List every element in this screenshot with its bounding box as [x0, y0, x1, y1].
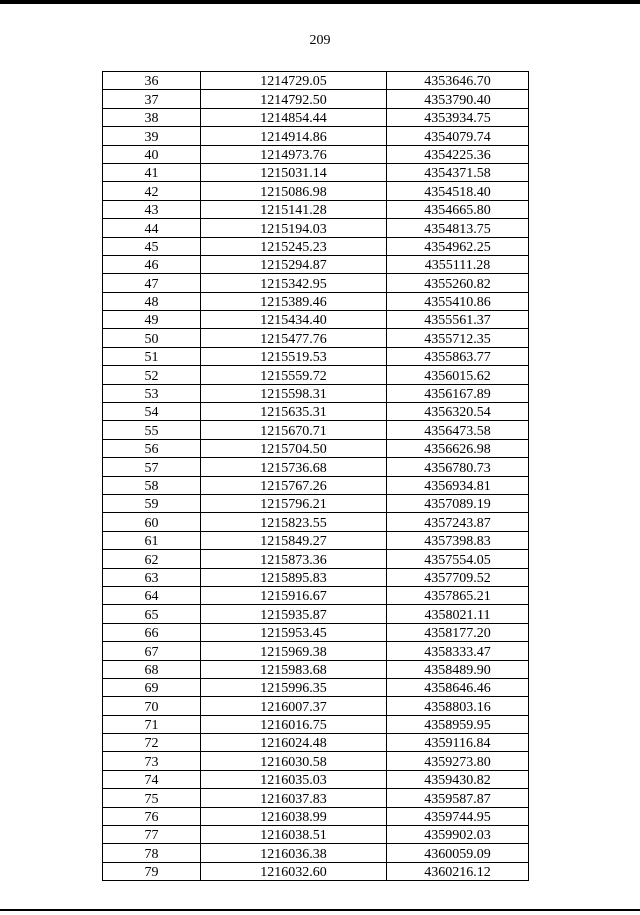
point-number-cell: 73	[103, 752, 201, 770]
y-coordinate-cell: 4358803.16	[387, 697, 529, 715]
table-row	[103, 531, 529, 549]
coordinates-table-body	[103, 72, 529, 881]
table-row	[103, 697, 529, 715]
x-coordinate-cell: 1214973.76	[201, 145, 387, 163]
y-coordinate-cell: 4358021.11	[387, 605, 529, 623]
y-coordinate-cell: 4354962.25	[387, 237, 529, 255]
x-coordinate-cell: 1215969.38	[201, 642, 387, 660]
x-coordinate-cell: 1216024.48	[201, 734, 387, 752]
point-number-cell: 56	[103, 439, 201, 457]
y-coordinate-cell: 4358333.47	[387, 642, 529, 660]
table-row	[103, 200, 529, 218]
x-coordinate-cell: 1214792.50	[201, 90, 387, 108]
point-number-cell: 50	[103, 329, 201, 347]
y-coordinate-cell: 4356320.54	[387, 403, 529, 421]
x-coordinate-cell: 1216032.60	[201, 862, 387, 880]
point-number-cell: 70	[103, 697, 201, 715]
x-coordinate-cell: 1215670.71	[201, 421, 387, 439]
y-coordinate-cell: 4357243.87	[387, 513, 529, 531]
table-row	[103, 770, 529, 788]
y-coordinate-cell: 4354371.58	[387, 163, 529, 181]
x-coordinate-cell: 1215796.21	[201, 494, 387, 512]
point-number-cell: 36	[103, 72, 201, 90]
y-coordinate-cell: 4359587.87	[387, 789, 529, 807]
point-number-cell: 38	[103, 108, 201, 126]
point-number-cell: 52	[103, 366, 201, 384]
table-row	[103, 550, 529, 568]
table-row	[103, 219, 529, 237]
point-number-cell: 66	[103, 623, 201, 641]
point-number-cell: 79	[103, 862, 201, 880]
y-coordinate-cell: 4355260.82	[387, 274, 529, 292]
table-row	[103, 329, 529, 347]
table-row	[103, 274, 529, 292]
point-number-cell: 43	[103, 200, 201, 218]
point-number-cell: 63	[103, 568, 201, 586]
table-row	[103, 403, 529, 421]
y-coordinate-cell: 4358646.46	[387, 678, 529, 696]
x-coordinate-cell: 1216035.03	[201, 770, 387, 788]
point-number-cell: 61	[103, 531, 201, 549]
x-coordinate-cell: 1215916.67	[201, 586, 387, 604]
y-coordinate-cell: 4354665.80	[387, 200, 529, 218]
point-number-cell: 53	[103, 384, 201, 402]
point-number-cell: 42	[103, 182, 201, 200]
table-row	[103, 163, 529, 181]
point-number-cell: 54	[103, 403, 201, 421]
y-coordinate-cell: 4357089.19	[387, 494, 529, 512]
y-coordinate-cell: 4358489.90	[387, 660, 529, 678]
x-coordinate-cell: 1215996.35	[201, 678, 387, 696]
x-coordinate-cell: 1216016.75	[201, 715, 387, 733]
table-row	[103, 494, 529, 512]
point-number-cell: 76	[103, 807, 201, 825]
x-coordinate-cell: 1215434.40	[201, 311, 387, 329]
table-row	[103, 844, 529, 862]
table-row	[103, 605, 529, 623]
x-coordinate-cell: 1215194.03	[201, 219, 387, 237]
table-row	[103, 311, 529, 329]
y-coordinate-cell: 4355863.77	[387, 347, 529, 365]
point-number-cell: 59	[103, 494, 201, 512]
coordinates-table	[102, 71, 529, 881]
y-coordinate-cell: 4353646.70	[387, 72, 529, 90]
point-number-cell: 40	[103, 145, 201, 163]
y-coordinate-cell: 4354518.40	[387, 182, 529, 200]
point-number-cell: 72	[103, 734, 201, 752]
y-coordinate-cell: 4360059.09	[387, 844, 529, 862]
point-number-cell: 60	[103, 513, 201, 531]
table-row	[103, 568, 529, 586]
table-row	[103, 108, 529, 126]
table-row	[103, 734, 529, 752]
y-coordinate-cell: 4356934.81	[387, 476, 529, 494]
x-coordinate-cell: 1216038.51	[201, 826, 387, 844]
x-coordinate-cell: 1216007.37	[201, 697, 387, 715]
table-row	[103, 90, 529, 108]
x-coordinate-cell: 1215294.87	[201, 255, 387, 273]
table-row	[103, 458, 529, 476]
table-row	[103, 807, 529, 825]
x-coordinate-cell: 1214729.05	[201, 72, 387, 90]
x-coordinate-cell: 1215598.31	[201, 384, 387, 402]
y-coordinate-cell: 4359902.03	[387, 826, 529, 844]
x-coordinate-cell: 1215935.87	[201, 605, 387, 623]
x-coordinate-cell: 1215823.55	[201, 513, 387, 531]
x-coordinate-cell: 1215736.68	[201, 458, 387, 476]
table-row	[103, 182, 529, 200]
page-bottom-edge	[0, 909, 640, 911]
x-coordinate-cell: 1215141.28	[201, 200, 387, 218]
y-coordinate-cell: 4355410.86	[387, 292, 529, 310]
point-number-cell: 55	[103, 421, 201, 439]
y-coordinate-cell: 4357554.05	[387, 550, 529, 568]
table-row	[103, 660, 529, 678]
point-number-cell: 75	[103, 789, 201, 807]
point-number-cell: 47	[103, 274, 201, 292]
table-row	[103, 715, 529, 733]
x-coordinate-cell: 1215342.95	[201, 274, 387, 292]
point-number-cell: 77	[103, 826, 201, 844]
y-coordinate-cell: 4354225.36	[387, 145, 529, 163]
y-coordinate-cell: 4356626.98	[387, 439, 529, 457]
x-coordinate-cell: 1216038.99	[201, 807, 387, 825]
table-row	[103, 421, 529, 439]
table-row	[103, 513, 529, 531]
y-coordinate-cell: 4358177.20	[387, 623, 529, 641]
table-row	[103, 476, 529, 494]
table-row	[103, 292, 529, 310]
x-coordinate-cell: 1216037.83	[201, 789, 387, 807]
x-coordinate-cell: 1214914.86	[201, 127, 387, 145]
y-coordinate-cell: 4356015.62	[387, 366, 529, 384]
point-number-cell: 64	[103, 586, 201, 604]
table-row	[103, 439, 529, 457]
table-row	[103, 586, 529, 604]
point-number-cell: 39	[103, 127, 201, 145]
point-number-cell: 45	[103, 237, 201, 255]
table-row	[103, 862, 529, 880]
table-row	[103, 826, 529, 844]
y-coordinate-cell: 4360216.12	[387, 862, 529, 880]
point-number-cell: 68	[103, 660, 201, 678]
table-row	[103, 237, 529, 255]
y-coordinate-cell: 4356473.58	[387, 421, 529, 439]
x-coordinate-cell: 1215953.45	[201, 623, 387, 641]
y-coordinate-cell: 4354079.74	[387, 127, 529, 145]
y-coordinate-cell: 4355561.37	[387, 311, 529, 329]
table-row	[103, 642, 529, 660]
x-coordinate-cell: 1216036.38	[201, 844, 387, 862]
table-row	[103, 72, 529, 90]
y-coordinate-cell: 4357865.21	[387, 586, 529, 604]
y-coordinate-cell: 4353934.75	[387, 108, 529, 126]
x-coordinate-cell: 1215559.72	[201, 366, 387, 384]
y-coordinate-cell: 4354813.75	[387, 219, 529, 237]
point-number-cell: 71	[103, 715, 201, 733]
y-coordinate-cell: 4359116.84	[387, 734, 529, 752]
point-number-cell: 48	[103, 292, 201, 310]
table-row	[103, 366, 529, 384]
point-number-cell: 46	[103, 255, 201, 273]
point-number-cell: 49	[103, 311, 201, 329]
point-number-cell: 62	[103, 550, 201, 568]
y-coordinate-cell: 4356780.73	[387, 458, 529, 476]
table-row	[103, 145, 529, 163]
y-coordinate-cell: 4358959.95	[387, 715, 529, 733]
x-coordinate-cell: 1215895.83	[201, 568, 387, 586]
y-coordinate-cell: 4355712.35	[387, 329, 529, 347]
point-number-cell: 41	[103, 163, 201, 181]
point-number-cell: 44	[103, 219, 201, 237]
x-coordinate-cell: 1215767.26	[201, 476, 387, 494]
y-coordinate-cell: 4359744.95	[387, 807, 529, 825]
y-coordinate-cell: 4356167.89	[387, 384, 529, 402]
table-row	[103, 347, 529, 365]
y-coordinate-cell: 4355111.28	[387, 255, 529, 273]
point-number-cell: 69	[103, 678, 201, 696]
x-coordinate-cell: 1215031.14	[201, 163, 387, 181]
x-coordinate-cell: 1215873.36	[201, 550, 387, 568]
point-number-cell: 67	[103, 642, 201, 660]
y-coordinate-cell: 4359430.82	[387, 770, 529, 788]
x-coordinate-cell: 1215635.31	[201, 403, 387, 421]
point-number-cell: 74	[103, 770, 201, 788]
point-number-cell: 58	[103, 476, 201, 494]
x-coordinate-cell: 1215477.76	[201, 329, 387, 347]
x-coordinate-cell: 1216030.58	[201, 752, 387, 770]
x-coordinate-cell: 1215245.23	[201, 237, 387, 255]
y-coordinate-cell: 4359273.80	[387, 752, 529, 770]
x-coordinate-cell: 1215704.50	[201, 439, 387, 457]
point-number-cell: 78	[103, 844, 201, 862]
table-row	[103, 789, 529, 807]
table-row	[103, 127, 529, 145]
x-coordinate-cell: 1215519.53	[201, 347, 387, 365]
page-number: 209	[309, 33, 331, 48]
y-coordinate-cell: 4357709.52	[387, 568, 529, 586]
table-row	[103, 752, 529, 770]
table-row	[103, 384, 529, 402]
page-top-edge	[0, 0, 640, 4]
x-coordinate-cell: 1215983.68	[201, 660, 387, 678]
x-coordinate-cell: 1214854.44	[201, 108, 387, 126]
y-coordinate-cell: 4353790.40	[387, 90, 529, 108]
point-number-cell: 51	[103, 347, 201, 365]
x-coordinate-cell: 1215849.27	[201, 531, 387, 549]
y-coordinate-cell: 4357398.83	[387, 531, 529, 549]
x-coordinate-cell: 1215086.98	[201, 182, 387, 200]
table-row	[103, 623, 529, 641]
x-coordinate-cell: 1215389.46	[201, 292, 387, 310]
point-number-cell: 57	[103, 458, 201, 476]
point-number-cell: 37	[103, 90, 201, 108]
table-row	[103, 255, 529, 273]
table-row	[103, 678, 529, 696]
point-number-cell: 65	[103, 605, 201, 623]
